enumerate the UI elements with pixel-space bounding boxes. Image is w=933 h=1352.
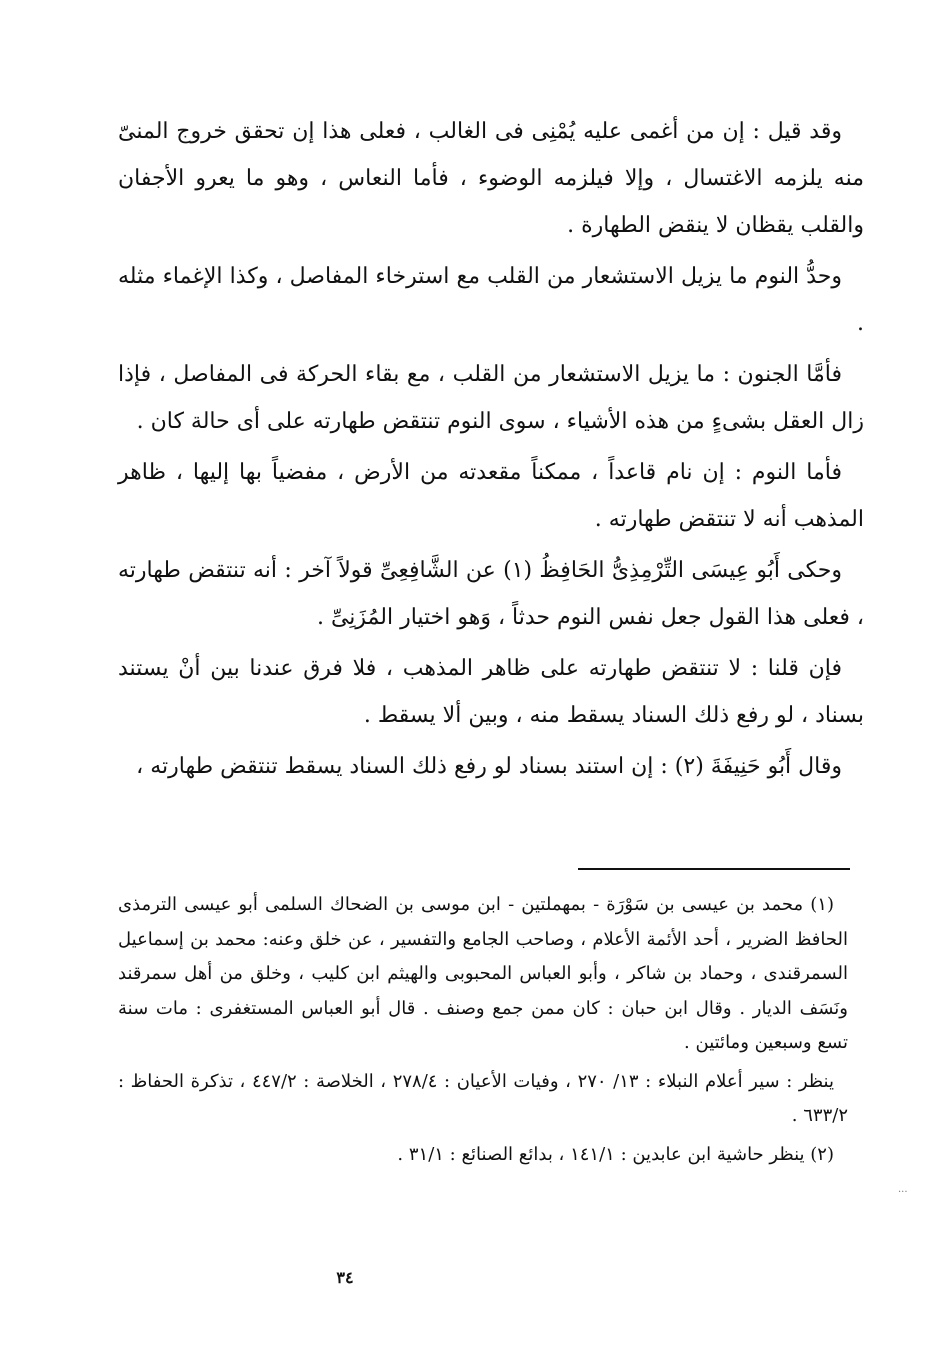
paragraph-4: فأما النوم : إن نام قاعداً ، ممكناً مقعدته من الأرض ، مفضياً بها إليها ، ظاهر المذهب أنه لا تنتقض طهارته . <box>118 460 864 532</box>
paragraph-3: فأمَّا الجنون : ما يزيل الاستشعار من القلب ، مع بقاء الحركة فى المفاصل ، فإذا زال العقل بشىءٍ من هذه الأشياء ، سوى النوم تنتقض طهارته على أى حالة كان . <box>118 362 864 434</box>
margin-mark: ... <box>898 1184 908 1195</box>
paragraph-7: وقال أَبُو حَنِيفَةَ (٢) : إن استند بسناد لو رفع ذلك السناد يسقط تنتقض طهارته ، <box>136 754 842 779</box>
main-text <box>118 108 864 794</box>
paragraph-2: وحدُّ النوم ما يزيل الاستشعار من القلب مع استرخاء المفاصل ، وكذا الإغماء مثله . <box>118 264 864 336</box>
paragraph-6: فإن قلنا : لا تنتقض طهارته على ظاهر المذهب ، فلا فرق عندنا بين أنْ يستند بسناد ، لو رفع ذلك السناد يسقط منه ، وبين ألا يسقط . <box>118 656 864 728</box>
paragraph-5: وحكى أَبُو عِيسَى التِّرْمِذِىُّ الحَافِظُ (١) عن الشَّافِعِىِّ قولاً آخر : أنه تنتقض طهارته ، فعلى هذا القول جعل نفس النوم حدثاً ، وَهو اختيار المُزَنِىِّ . <box>118 558 864 630</box>
footnote-2: (٢) ينظر حاشية ابن عابدين : ١٤١/١ ، بدائع الصنائع : ٣١/١ . <box>397 1143 834 1165</box>
paragraph-1: وقد قيل : إن من أغمى عليه يُمْنِى فى الغالب ، فعلى هذا إن تحقق خروج المنىّ منه يلزمه الاغتسال ، وإلا فيلزمه الوضوء ، فأما النعاس ، وهو ما يعرو الأجفان والقلب يقظان لا ينقض الطهارة . <box>118 119 864 238</box>
footnote-1-references: ينظر : سير أعلام النبلاء : ١٣/ ٢٧٠ ، وفيات الأعيان : ٢٧٨/٤ ، الخلاصة : ٤٤٧/٢ ، تذكرة الحفاظ : ٦٣٣/٢ . <box>118 1070 848 1126</box>
footnote-divider <box>578 868 850 870</box>
page-number: ٣٤ <box>336 1268 354 1287</box>
footnotes <box>118 888 848 1176</box>
footnote-1: (١) محمد بن عيسى بن سَوْرَة - بمهملتين - ابن موسى بن الضحاك السلمى أبو عيسى الترمذى الحافظ الضرير ، أحد الأئمة الأعلام ، وصاحب الجامع والتفسير ، عن خلق وعنه: محمد بن إسماعيل السمرقندى ، وحماد بن شاكر ، وأبو العباس المحبوبى والهيثم ابن كليب ، وخلق من أهل سمرقند ونَسَف الديار . وقال ابن حبان : كان ممن جمع وصنف . قال أبو العباس المستغفرى : مات سنة تسع وسبعين ومائتين . <box>118 894 848 1053</box>
